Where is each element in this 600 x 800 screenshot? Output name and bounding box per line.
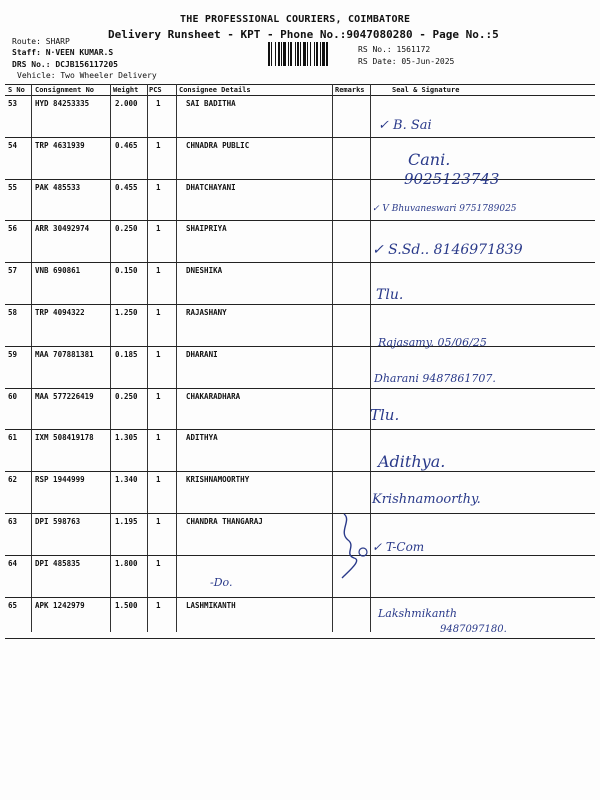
handwritten-bracket-mark: [330, 510, 390, 585]
cell-sno: 57: [8, 266, 18, 276]
cell-consignment-no: DPI 485835: [35, 558, 81, 568]
cell-consignee: CHNADRA PUBLIC: [186, 140, 250, 150]
cell-pcs: 1: [156, 517, 161, 526]
row-divider: [5, 262, 595, 263]
vehicle-label: Vehicle: Two Wheeler Delivery: [17, 71, 157, 80]
cell-consignee: RAJASHANY: [186, 308, 227, 317]
cell-sno: 61: [8, 433, 18, 443]
cell-sno: 64: [8, 558, 18, 568]
signature-64: ✓ T-Com: [372, 540, 425, 554]
cell-consignee: SAI BADITHA: [186, 99, 236, 108]
cell-consignment-no: PAK 485533: [35, 182, 81, 192]
signature-54-phone: 9025123743: [404, 170, 500, 188]
cell-weight: 2.000: [115, 99, 138, 108]
cell-consignee: SHAIPRIYA: [186, 224, 227, 234]
cell-consignee: CHAKARADHARA: [186, 391, 241, 401]
cell-weight: 1.340: [115, 475, 138, 485]
cell-sno: 62: [8, 475, 18, 485]
signature-53: ✓ B. Sai: [378, 118, 432, 133]
signature-58: Tlu.: [376, 287, 404, 303]
col-header-weight: Weight: [113, 86, 139, 94]
signature-57: ✓ S.Sd.. 8146971839: [372, 242, 523, 258]
signature-65: Lakshmikanth: [378, 607, 458, 620]
row-divider: [5, 346, 595, 347]
row-divider: [5, 429, 595, 430]
barcode-bar: [300, 42, 301, 66]
cell-sno: 63: [8, 517, 18, 526]
col-header-pcs: PCS: [149, 86, 162, 94]
barcode-bar: [326, 42, 328, 66]
row-divider: [5, 220, 595, 221]
cell-consignment-no: MAA 577226419: [35, 391, 94, 401]
cell-sno: 59: [8, 349, 18, 359]
row-divider: [5, 471, 595, 472]
cell-weight: 1.500: [115, 600, 138, 610]
barcode-bar: [316, 42, 318, 66]
row-divider: [5, 513, 595, 514]
barcode-bar: [281, 42, 282, 66]
cell-consignee: KRISHNAMOORTHY: [186, 475, 250, 485]
cell-pcs: 1: [156, 140, 161, 150]
cell-sno: 65: [8, 600, 18, 610]
column-divider: [110, 84, 111, 632]
table-header-border: [5, 95, 595, 96]
column-divider: [147, 84, 148, 632]
cell-consignee: CHANDRA THANGARAJ: [186, 517, 263, 526]
barcode-bar: [307, 42, 308, 66]
row-divider: [5, 388, 595, 389]
barcode-bar: [271, 42, 272, 66]
cell-pcs: 1: [156, 600, 161, 610]
drs-number: DRS No.: DCJB156117205: [12, 60, 118, 69]
col-header-sno: S No: [8, 86, 25, 94]
signature-54: Cani.: [408, 150, 451, 169]
cell-consignment-no: MAA 707881381: [35, 349, 94, 359]
signature-62: Adithya.: [378, 452, 446, 471]
cell-consignment-no: VNB 690861: [35, 266, 81, 276]
cell-sno: 58: [8, 308, 18, 317]
cell-pcs: 1: [156, 349, 161, 359]
cell-pcs: 1: [156, 475, 161, 485]
cell-weight: 0.250: [115, 391, 138, 401]
barcode-bar: [314, 42, 315, 66]
cell-sno: 56: [8, 224, 18, 234]
barcode-bar: [297, 42, 299, 66]
col-header-remarks: Remarks: [335, 86, 365, 94]
signature-56: ✓ V Bhuvaneswari 9751789025: [372, 204, 517, 214]
column-divider: [31, 84, 32, 632]
cell-consignee: LASHMIKANTH: [186, 600, 236, 610]
cell-pcs: 1: [156, 433, 161, 443]
cell-weight: 0.455: [115, 182, 138, 192]
cell-consignment-no: ARR 30492974: [35, 224, 90, 234]
barcode-bar: [283, 42, 286, 66]
cell-consignment-no: DPI 598763: [35, 517, 81, 526]
cell-consignee: DHARANI: [186, 349, 218, 359]
column-divider: [176, 84, 177, 632]
runsheet-title: Delivery Runsheet - KPT - Phone No.:9047080280 - Page No.:5: [108, 28, 499, 41]
cell-pcs: 1: [156, 266, 161, 276]
row-divider: [5, 137, 595, 138]
barcode-bar: [320, 42, 321, 66]
signature-65-phone: 9487097180.: [440, 624, 507, 635]
barcode-bar: [288, 42, 289, 66]
barcode-image: [268, 42, 352, 66]
staff-label: Staff: N·VEEN KUMAR.S: [12, 48, 114, 57]
cell-weight: 0.250: [115, 224, 138, 234]
cell-sno: 55: [8, 182, 18, 192]
col-header-consignment: Consignment No: [35, 86, 95, 94]
cell-weight: 0.185: [115, 349, 138, 359]
barcode-bar: [268, 42, 270, 66]
row-divider: [5, 304, 595, 305]
cell-pcs: 1: [156, 391, 161, 401]
row-divider: [5, 597, 595, 598]
signature-63: Krishnamoorthy.: [372, 492, 481, 507]
row-divider: [5, 638, 595, 639]
barcode-bar: [295, 42, 296, 66]
rs-number: RS No.: 1561172: [358, 45, 431, 54]
cell-weight: 0.150: [115, 266, 138, 276]
cell-consignment-no: HYD 84253335: [35, 99, 90, 108]
cell-pcs: 1: [156, 99, 161, 108]
cell-pcs: 1: [156, 182, 161, 192]
cell-weight: 1.250: [115, 308, 138, 317]
cell-sno: 53: [8, 99, 18, 108]
table-top-border: [5, 84, 595, 85]
cell-pcs: 1: [156, 224, 161, 234]
cell-sno: 60: [8, 391, 18, 401]
barcode-bar: [278, 42, 280, 66]
barcode-bar: [303, 42, 306, 66]
cell-pcs: 1: [156, 308, 161, 317]
cell-pcs: 1: [156, 558, 161, 568]
cell-consignment-no: APK 1242979: [35, 600, 85, 610]
cell-weight: 0.465: [115, 140, 138, 150]
signature-60: Dharani 9487861707.: [374, 372, 496, 385]
col-header-signature: Seal & Signature: [392, 86, 460, 94]
cell-consignee: ADITHYA: [186, 433, 218, 443]
cell-weight: 1.800: [115, 558, 138, 568]
cell-sno: 54: [8, 140, 18, 150]
col-header-consignee: Consignee Details: [179, 86, 251, 94]
barcode-bar: [290, 42, 292, 66]
company-title: THE PROFESSIONAL COURIERS, COIMBATORE: [180, 14, 411, 25]
signature-59: Rajasamy. 05/06/25: [378, 336, 487, 349]
cell-consignment-no: IXM 508419178: [35, 433, 94, 443]
cell-weight: 1.195: [115, 517, 138, 526]
barcode-bar: [310, 42, 311, 66]
row-divider: [5, 555, 595, 556]
route-label: Route: SHARP: [12, 37, 70, 46]
barcode-bar: [322, 42, 325, 66]
barcode-bar: [275, 42, 276, 66]
cell-consignee: DHATCHAYANI: [186, 182, 236, 192]
row-divider: [5, 179, 595, 180]
cell-consignment-no: TRP 4094322: [35, 308, 85, 317]
cell-consignee: DNESHIKA: [186, 266, 223, 276]
cell-consignment-no: RSP 1944999: [35, 475, 85, 485]
cell-consignment-no: TRP 4631939: [35, 140, 85, 150]
cell-weight: 1.305: [115, 433, 138, 443]
signature-61: Tlu.: [370, 406, 400, 424]
rs-date: RS Date: 05-Jun-2025: [358, 57, 455, 66]
signature-64-ditto: -Do.: [210, 576, 233, 589]
